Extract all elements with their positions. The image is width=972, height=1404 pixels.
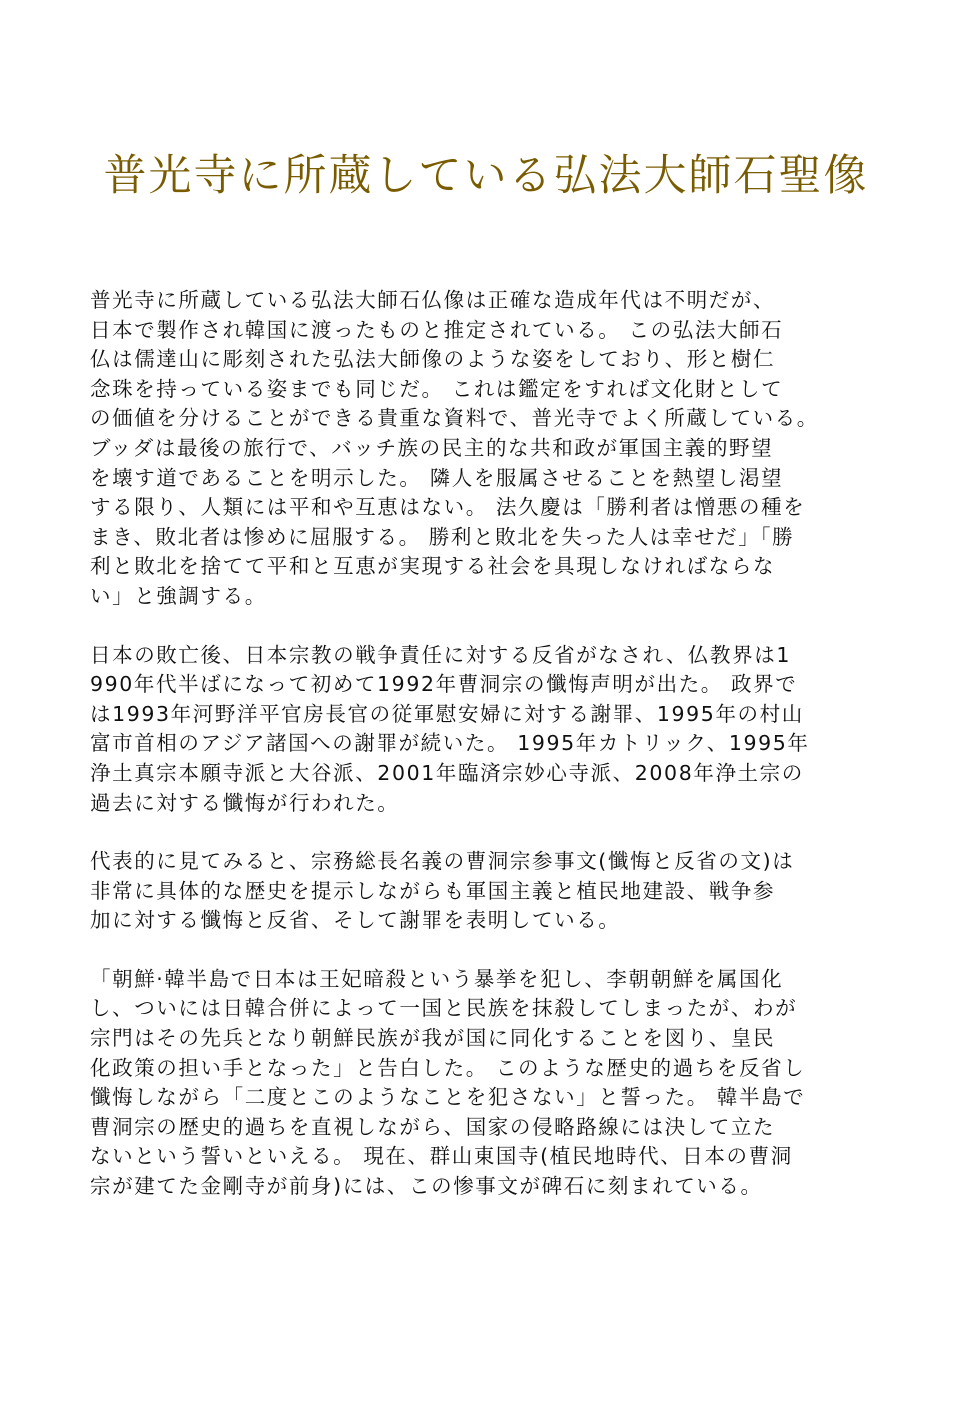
text-line: 仏は儒達山に彫刻された弘法大師像のような姿をしており、形と樹仁 <box>90 347 776 372</box>
text-line: い」と強調する。 <box>90 583 267 608</box>
text-line: ないという誓いといえる。 現在、群山東国寺(植民地時代、日本の曹洞 <box>90 1144 793 1169</box>
text-line: 富市首相のアジア諸国への謝罪が続いた。 1995年カトリック、1995年 <box>90 731 810 756</box>
text-line: 宗が建てた金剛寺が前身)には、この惨事文が碑石に刻まれている。 <box>90 1174 763 1199</box>
text-line: する限り、人類には平和や互恵はない。 法久慶は「勝利者は憎悪の種を <box>90 495 806 520</box>
text-line: ブッダは最後の旅行で、バッチ族の民主的な共和政が軍国主義的野望 <box>90 435 774 460</box>
text-line: 代表的に見てみると、宗務総長名義の曹洞宗参事文(懺悔と反省の文)は <box>90 849 795 874</box>
text-line: を壊す道であることを明示した。 隣人を服属させることを熱望し渇望 <box>90 465 784 490</box>
body-text <box>90 286 900 1231</box>
text-line: 日本で製作され韓国に渡ったものと推定されている。 この弘法大師石 <box>90 317 784 342</box>
paragraph <box>90 286 900 612</box>
text-line: 宗門はその先兵となり朝鮮民族が我が国に同化することを図り、皇民 <box>90 1026 776 1051</box>
text-line: し、ついには日韓合併によって一国と民族を抹殺してしまったが、わが <box>90 996 798 1021</box>
paragraph <box>90 965 900 1202</box>
paragraph <box>90 641 900 819</box>
paragraph <box>90 847 900 936</box>
text-line: の価値を分けることができる貴重な資料で、普光寺でよく所蔵している。 <box>90 406 819 431</box>
text-line: 普光寺に所蔵している弘法大師石仏像は正確な造成年代は不明だが、 <box>90 288 776 312</box>
text-line: 990年代半ばになって初めて1992年曹洞宗の懺悔声明が出た。 政界で <box>90 672 798 697</box>
text-line: 日本の敗亡後、日本宗教の戦争責任に対する反省がなされ、仏教界は1 <box>90 642 791 667</box>
text-line: 「朝鮮·韓半島で日本は王妃暗殺という暴挙を犯し、李朝朝鮮を属国化 <box>90 966 784 991</box>
text-line: 過去に対する懺悔が行われた。 <box>90 790 400 815</box>
text-line: 利と敗北を捨てて平和と互恵が実現する社会を具現しなければならな <box>90 554 776 579</box>
page-title: 普光寺に所蔵している弘法大師石聖像 <box>103 151 869 201</box>
text-line: 念珠を持っている姿までも同じだ。 これは鑑定をすれば文化財として <box>90 376 784 401</box>
text-line: 加に対する懺悔と反省、そして謝罪を表明している。 <box>90 908 621 933</box>
text-line: 非常に具体的な歴史を提示しながらも軍国主義と植民地建設、戦争参 <box>90 878 776 903</box>
text-line: 化政策の担い手となった」と告白した。 このような歴史的過ちを反省し <box>90 1055 806 1080</box>
text-line: 浄土真宗本願寺派と大谷派、2001年臨済宗妙心寺派、2008年浄土宗の <box>90 760 804 785</box>
text-line: 曹洞宗の歴史的過ちを直視しながら、国家の侵略路線には決して立た <box>90 1114 776 1139</box>
text-line: 懺悔しながら「二度とこのようなことを犯さない」と誓った。 韓半島で <box>90 1085 806 1110</box>
text-line: まき、敗北者は惨めに屈服する。 勝利と敗北を失った人は幸せだ」「勝 <box>90 524 795 549</box>
text-line: は1993年河野洋平官房長官の従軍慰安婦に対する謝罪、1995年の村山 <box>90 701 804 726</box>
